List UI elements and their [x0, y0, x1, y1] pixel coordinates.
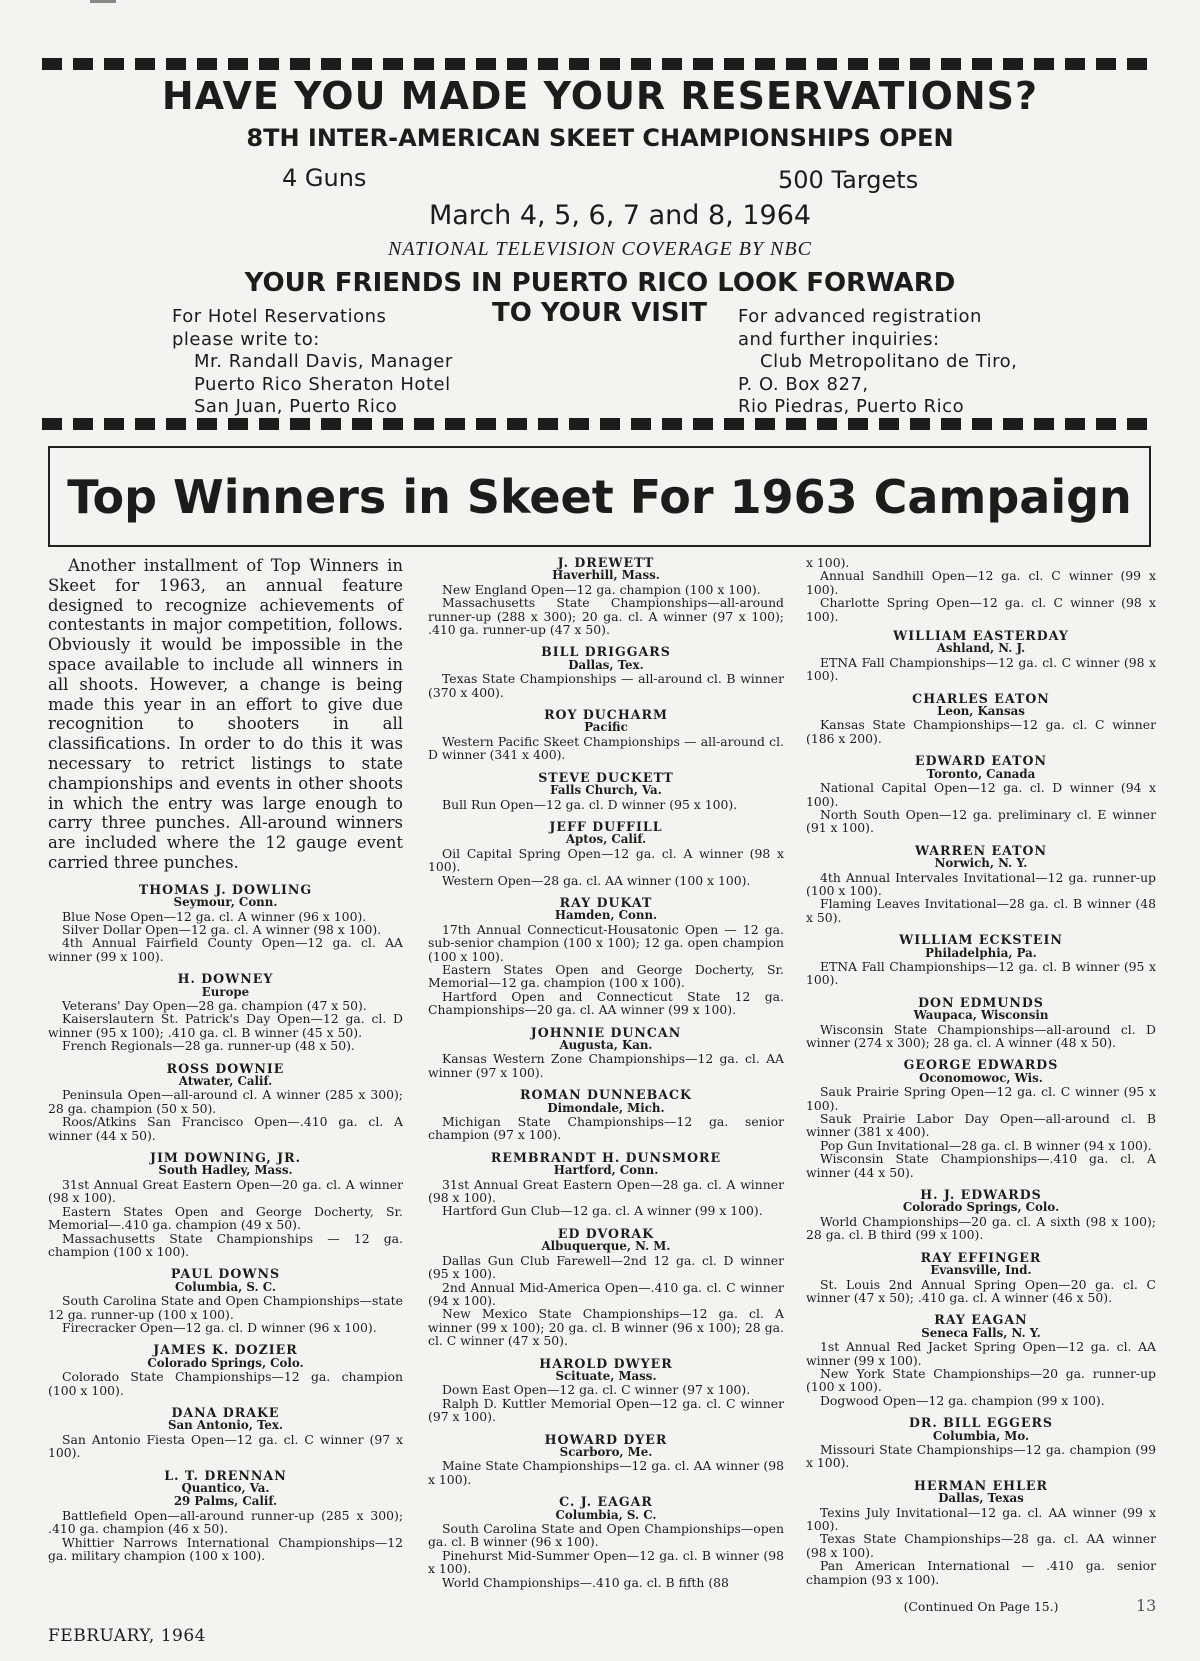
result-line: Ralph D. Kuttler Memorial Open—12 ga. cl. C winner (97 x 100). — [428, 1395, 784, 1425]
ad-targets: 500 Targets — [778, 166, 919, 194]
result-line: St. Louis 2nd Annual Spring Open—20 ga. cl. C winner (47 x 50); .410 ga. cl. A winner (46 x 50). — [806, 1276, 1156, 1305]
continued-text: x 100). — [806, 555, 850, 570]
result-line: 4th Annual Intervales Invitational—12 ga. runner-up (100 x 100). — [806, 869, 1156, 898]
winner-entry — [428, 1088, 784, 1142]
entries — [48, 883, 403, 1563]
result-line: Battlefield Open—all-around runner-up (285 x 300); .410 ga. champion (46 x 50). — [48, 1507, 403, 1537]
winner-hometown: Evansville, Ind. — [930, 1263, 1032, 1278]
winner-name: DR. BILL EGGERS — [908, 1415, 1054, 1431]
winner-entry — [428, 820, 784, 887]
winner-hometown: Quantico, Va. 29 Palms, Calif. — [173, 1481, 278, 1509]
result-line: Pinehurst Mid-Summer Open—12 ga. cl. B winner (98 x 100). — [428, 1547, 784, 1577]
winner-hometown: Seymour, Conn. — [173, 895, 278, 910]
winner-entry — [428, 1433, 784, 1487]
issue-date: FEBRUARY, 1964 — [48, 1626, 206, 1646]
result-line: ETNA Fall Championships—12 ga. cl. C winner (98 x 100). — [806, 654, 1156, 684]
entries — [428, 556, 784, 1589]
result-line: Texas State Championships—28 ga. cl. AA winner (98 x 100). — [806, 1531, 1156, 1560]
winner-name: BILL DRIGGARS — [541, 644, 671, 660]
winner-hometown: Aptos, Calif. — [565, 832, 647, 847]
article-title: Top Winners in Skeet For 1963 Campaign — [67, 470, 1132, 524]
winner-entry — [806, 1058, 1156, 1179]
result-line: Texas State Championships — all-around cl. B winner (370 x 400). — [428, 671, 784, 700]
winner-name: STEVE DUCKETT — [538, 769, 674, 785]
winner-name: ROY DUCHARM — [544, 707, 668, 723]
winner-name: DANA DRAKE — [171, 1404, 280, 1420]
result-line: Oil Capital Spring Open—12 ga. cl. A winner (98 x 100). — [428, 845, 784, 875]
winner-entry — [806, 1251, 1156, 1305]
ad-headline: HAVE YOU MADE YOUR RESERVATIONS? — [161, 74, 1039, 118]
result-line: ETNA Fall Championships—12 ga. cl. B winner (95 x 100). — [806, 958, 1156, 988]
result-line: Blue Nose Open—12 ga. cl. A winner (96 x 100). — [62, 908, 367, 924]
winner-name: CHARLES EATON — [912, 690, 1050, 706]
result-line: World Championships—.410 ga. cl. B fifth (88 — [442, 1574, 729, 1590]
winner-name: WILLIAM EASTERDAY — [893, 628, 1069, 644]
winner-hometown: Hartford, Conn. — [553, 1163, 659, 1178]
winner-hometown: Leon, Kansas — [937, 704, 1025, 719]
result-line: Dogwood Open—12 ga. champion (99 x 100). — [820, 1392, 1105, 1408]
winner-name: RAY DUKAT — [559, 894, 653, 910]
winner-name: HAROLD DWYER — [539, 1355, 673, 1371]
winner-hometown: Falls Church, Va. — [550, 783, 662, 798]
winner-name: DON EDMUNDS — [918, 994, 1044, 1010]
winner-name: ROSS DOWNIE — [166, 1060, 285, 1076]
winner-hometown: Augusta, Kan. — [559, 1038, 653, 1052]
result-line: Whittier Narrows International Championships—12 ga. military champion (100 x 100). — [48, 1534, 403, 1564]
result-line: 31st Annual Great Eastern Open—20 ga. cl. A winner (98 x 100). — [48, 1176, 403, 1206]
result-line: Peninsula Open—all-around cl. A winner (285 x 300); 28 ga. champion (50 x 50). — [48, 1087, 403, 1116]
winner-entry — [48, 1062, 403, 1142]
hotel-line: Puerto Rico Sheraton Hotel — [194, 373, 451, 395]
result-line: New York State Championships—20 ga. runner-up (100 x 100). — [806, 1365, 1156, 1395]
winner-hometown: Oconomowoc, Wis. — [919, 1070, 1043, 1085]
result-line: Massachusetts State Championships—all-around runner-up (288 x 300); 20 ga. cl. A winner (97 x 100); .410 ga. runner-up (47 x 50). — [428, 595, 784, 638]
ad-visit-line: TO YOUR VISIT — [492, 298, 708, 328]
result-line: Hartford Gun Club—12 ga. cl. A winner (99 x 100). — [442, 1203, 763, 1219]
winner-name: JEFF DUFFILL — [549, 818, 663, 834]
continued-note: (Continued On Page 15.) — [903, 1599, 1059, 1615]
registration-block — [738, 306, 1017, 419]
hotel-line: please write to: — [172, 328, 320, 350]
result-line: World Championships—20 ga. cl. A sixth (98 x 100); 28 ga. cl. B third (99 x 100). — [806, 1213, 1156, 1243]
winner-entry — [806, 844, 1156, 924]
winner-entry — [428, 1151, 784, 1218]
winner-hometown: South Hadley, Mass. — [158, 1163, 293, 1178]
winner-name: EDWARD EATON — [915, 753, 1047, 769]
result-line: Flaming Leaves Invitational—28 ga. cl. B winner (48 x 50). — [806, 896, 1156, 925]
result-line: 4th Annual Fairfield County Open—12 ga. cl. AA winner (99 x 100). — [48, 935, 403, 964]
winner-name: H. DOWNEY — [177, 971, 274, 987]
top-dash-border — [42, 58, 1148, 70]
result-line: Eastern States Open and George Docherty, Sr. Memorial—.410 ga. champion (49 x 50). — [48, 1203, 403, 1233]
result-line: San Antonio Fiesta Open—12 ga. cl. C winner (97 x 100). — [48, 1431, 403, 1461]
registration-line: Club Metropolitano de Tiro, — [760, 351, 1018, 372]
winner-hometown: San Antonio, Tex. — [167, 1418, 284, 1433]
winner-name: GEORGE EDWARDS — [903, 1057, 1059, 1073]
winner-name: PAUL DOWNS — [170, 1266, 281, 1282]
winner-entry — [806, 996, 1156, 1050]
winner-entry — [48, 1469, 403, 1563]
winner-name: JIM DOWNING, JR. — [149, 1150, 301, 1166]
winner-entry — [806, 754, 1156, 834]
winner-entry — [428, 708, 784, 762]
winner-hometown: Colorado Springs, Colo. — [147, 1355, 304, 1370]
result-line: 1st Annual Red Jacket Spring Open—12 ga. cl. AA winner (99 x 100). — [806, 1339, 1156, 1368]
winner-name: RAY EAGAN — [934, 1312, 1028, 1328]
result-line: Eastern States Open and George Docherty, Sr. Memorial—12 ga. champion (100 x 100). — [428, 961, 784, 991]
winner-entry — [48, 1406, 403, 1460]
result-line: Missouri State Championships—12 ga. champion (99 x 100). — [806, 1441, 1156, 1471]
result-line: Roos/Atkins San Francisco Open—.410 ga. cl. A winner (44 x 50). — [48, 1114, 403, 1143]
result-line: Kaiserslautern St. Patrick's Day Open—12 ga. cl. D winner (95 x 100); .410 ga. cl. B winner (45 x 50). — [48, 1011, 403, 1040]
winner-name: JAMES K. DOZIER — [153, 1342, 298, 1358]
winner-hometown: Europe — [201, 984, 250, 999]
winner-hometown: Atwater, Calif. — [178, 1074, 273, 1089]
winner-hometown: Dallas, Tex. — [568, 657, 644, 672]
winner-name: H. J. EDWARDS — [920, 1187, 1042, 1203]
winner-entry — [428, 1026, 784, 1080]
result-line: New Mexico State Championships—12 ga. cl. A winner (99 x 100); 20 ga. cl. B winner (96 x 100); 28 ga. cl. C winner (47 x 50). — [428, 1306, 784, 1349]
winner-hometown: Columbia, S. C. — [175, 1279, 276, 1294]
winner-entry — [48, 1267, 403, 1334]
winner-name: C. J. EAGAR — [559, 1494, 653, 1510]
winner-hometown: Haverhill, Mass. — [552, 568, 660, 583]
result-line: Kansas Western Zone Championships—12 ga. cl. AA winner (97 x 100). — [428, 1051, 784, 1080]
ad-guns: 4 Guns — [282, 164, 367, 192]
hotel-line: San Juan, Puerto Rico — [194, 396, 398, 417]
result-line: Bull Run Open—12 ga. cl. D winner (95 x 100). — [442, 796, 738, 812]
bottom-dash-border — [42, 418, 1148, 430]
winner-name: THOMAS J. DOWLING — [138, 881, 313, 897]
page-number: 13 — [1136, 1596, 1157, 1615]
winner-hometown: Dallas, Texas — [938, 1491, 1024, 1506]
winner-entry — [806, 692, 1156, 746]
winner-entry — [428, 1227, 784, 1348]
ad-friends-line: YOUR FRIENDS IN PUERTO RICO LOOK FORWARD — [244, 268, 956, 298]
winner-hometown: Ashland, N. J. — [936, 641, 1026, 656]
result-line: Wisconsin State Championships—.410 ga. cl. A winner (44 x 50). — [806, 1151, 1156, 1180]
winner-entry — [48, 1151, 403, 1258]
winner-hometown: Pacific — [584, 720, 628, 735]
winner-hometown: Scarboro, Me. — [559, 1444, 653, 1459]
entries — [806, 629, 1156, 1586]
winner-hometown: Columbia, S. C. — [555, 1507, 657, 1522]
winner-hometown: Hamden, Conn. — [554, 908, 658, 923]
result-line: Wisconsin State Championships—all-around cl. D winner (274 x 300); 28 ga. cl. A winner (48 x 50). — [806, 1021, 1156, 1050]
winner-entry — [428, 771, 784, 811]
result-line: National Capital Open—12 ga. cl. D winner (94 x 100). — [806, 780, 1156, 809]
result-line: Pan American International — .410 ga. senior champion (93 x 100). — [806, 1558, 1156, 1587]
result-line: Western Open—28 ga. cl. AA winner (100 x 100). — [442, 872, 751, 888]
column-3 — [806, 556, 1156, 1613]
winner-entry — [428, 1357, 784, 1424]
result-line: Colorado State Championships—12 ga. champion (100 x 100). — [48, 1369, 403, 1398]
result-line: Firecracker Open—12 ga. cl. D winner (96 x 100). — [62, 1319, 377, 1335]
result-line: French Regionals—28 ga. runner-up (48 x 50). — [62, 1038, 355, 1054]
column-1 — [48, 556, 403, 1571]
result-line: Texins July Invitational—12 ga. cl. AA winner (99 x 100). — [806, 1504, 1156, 1533]
winner-entry — [806, 1479, 1156, 1586]
ad-tv-coverage: NATIONAL TELEVISION COVERAGE BY NBC — [388, 238, 812, 260]
result-line: North South Open—12 ga. preliminary cl. E winner (91 x 100). — [806, 806, 1156, 836]
result-line: Sauk Prairie Spring Open—12 ga. cl. C winner (95 x 100). — [806, 1084, 1156, 1113]
winner-hometown: Albuquerque, N. M. — [541, 1239, 671, 1254]
winner-entry — [48, 972, 403, 1052]
result-line: 2nd Annual Mid-America Open—.410 ga. cl. C winner (94 x 100). — [428, 1279, 784, 1308]
winner-name: J. DREWETT — [557, 555, 655, 570]
winner-entry — [428, 896, 784, 1017]
winner-entry — [428, 645, 784, 699]
result-line: 17th Annual Connecticut-Housatonic Open — 12 ga. sub-senior champion (100 x 100); 12 ga. open champion (100 x 100). — [428, 921, 784, 964]
winner-hometown: Dimondale, Mich. — [547, 1100, 665, 1115]
winner-name: JOHNNIE DUNCAN — [530, 1024, 682, 1040]
result-line: Maine State Championships—12 ga. cl. AA winner (98 x 100). — [428, 1458, 784, 1487]
result-line: Massachusetts State Championships — 12 ga. champion (100 x 100). — [48, 1230, 403, 1259]
result-line: Dallas Gun Club Farewell—2nd 12 ga. cl. D winner (95 x 100). — [428, 1252, 784, 1282]
winner-entry — [806, 1188, 1156, 1242]
registration-line: Rio Piedras, Puerto Rico — [738, 396, 965, 417]
result-line: Michigan State Championships—12 ga. senior champion (97 x 100). — [428, 1114, 784, 1143]
winner-entry — [806, 933, 1156, 987]
result-line: 31st Annual Great Eastern Open—28 ga. cl. A winner (98 x 100). — [428, 1176, 784, 1206]
winner-hometown: Colorado Springs, Colo. — [902, 1200, 1060, 1215]
winner-name: ROMAN DUNNEBACK — [520, 1087, 692, 1103]
winner-entry — [806, 1416, 1156, 1470]
ad-subhead: 8TH INTER-AMERICAN SKEET CHAMPIONSHIPS OPEN — [246, 124, 954, 152]
winner-entry — [48, 883, 403, 963]
article-intro: Another installment of Top Winners in Skeet for 1963, an annual feature designed to recognize achievements of contestants in major competition, follows. Obviously it would be impossible in the space available to include all winners in all shoots. However, a change is being made this year in an effort to give due recognition to shooters in all classifications. In order to do this it was necessary to retrict listings to state championships and events in other shoots in which the entry was large enough to carry three punches. All-around winners are included where the 12 gauge event carried three punches. — [48, 556, 403, 872]
winner-hometown: Norwich, N. Y. — [934, 856, 1028, 871]
winner-entry — [806, 629, 1156, 683]
winner-name: HERMAN EHLER — [914, 1477, 1048, 1493]
winner-entry — [806, 1313, 1156, 1407]
winner-name: RAY EFFINGER — [920, 1249, 1042, 1265]
scan-mark — [90, 0, 116, 3]
hotel-line: Mr. Randall Davis, Manager — [194, 351, 453, 372]
winner-entry — [428, 556, 784, 636]
winner-name: L. T. DRENNAN — [164, 1467, 287, 1483]
winner-entry — [428, 1495, 784, 1589]
result-line: Western Pacific Skeet Championships — all-around cl. D winner (341 x 400). — [428, 733, 784, 763]
winner-name: REMBRANDT H. DUNSMORE — [490, 1149, 722, 1165]
winner-hometown: Seneca Falls, N. Y. — [921, 1325, 1041, 1340]
winner-name: HOWARD DYER — [544, 1431, 668, 1447]
column-2 — [428, 556, 784, 1598]
result-line: South Carolina State and Open Championships—state 12 ga. runner-up (100 x 100). — [48, 1293, 403, 1322]
winner-hometown: Scituate, Mass. — [555, 1368, 657, 1383]
article-title-box — [48, 446, 1151, 547]
result-line: Pop Gun Invitational—28 ga. cl. B winner (94 x 100). — [820, 1137, 1152, 1153]
result-line: Silver Dollar Open—12 ga. cl. A winner (98 x 100). — [62, 921, 382, 937]
result-line: New England Open—12 ga. champion (100 x 100). — [442, 581, 761, 597]
registration-line: P. O. Box 827, — [738, 373, 869, 395]
winner-hometown: Waupaca, Wisconsin — [913, 1008, 1049, 1023]
hotel-line: For Hotel Reservations — [172, 306, 387, 327]
result-line: Down East Open—12 ga. cl. C winner (97 x 100). — [442, 1382, 751, 1398]
continued-text: Annual Sandhill Open—12 ga. cl. C winner (99 x 100). — [806, 568, 1156, 597]
winner-name: ED DVORAK — [557, 1225, 655, 1241]
result-line: Veterans' Day Open—28 ga. champion (47 x 50). — [62, 998, 367, 1013]
winner-hometown: Columbia, Mo. — [932, 1428, 1030, 1443]
registration-line: and further inquiries: — [738, 328, 940, 350]
registration-line: For advanced registration — [738, 306, 982, 327]
winner-hometown: Toronto, Canada — [926, 766, 1036, 781]
winner-name: WILLIAM ECKSTEIN — [899, 932, 1063, 948]
winner-hometown: Philadelphia, Pa. — [925, 945, 1037, 960]
winner-entry — [48, 1343, 403, 1397]
ad-dates: March 4, 5, 6, 7 and 8, 1964 — [428, 200, 812, 231]
winner-name: WARREN EATON — [914, 842, 1048, 858]
hotel-reservation-block — [172, 306, 453, 419]
result-line: South Carolina State and Open Championships—open ga. cl. B winner (96 x 100). — [428, 1521, 784, 1550]
continued-text: Charlotte Spring Open—12 ga. cl. C winner (98 x 100). — [806, 595, 1156, 624]
result-line: Kansas State Championships—12 ga. cl. C winner (186 x 200). — [806, 717, 1156, 746]
result-line: Sauk Prairie Labor Day Open—all-around cl. B winner (381 x 400). — [806, 1111, 1156, 1140]
result-line: Hartford Open and Connecticut State 12 ga. Championships—20 ga. cl. AA winner (99 x 100). — [428, 988, 784, 1018]
